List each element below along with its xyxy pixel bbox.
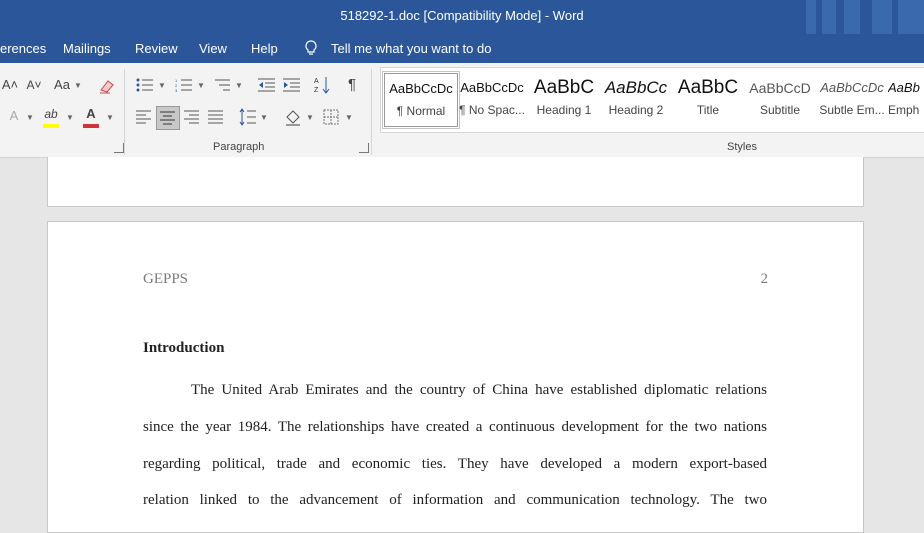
chevron-down-icon[interactable]: ▼ — [26, 113, 34, 122]
style-title[interactable] — [672, 73, 744, 125]
svg-text:Z: Z — [314, 87, 319, 94]
style-preview: AaBbCcD — [749, 80, 811, 96]
style-name: ¶ Normal — [396, 104, 446, 118]
show-formatting-marks-icon[interactable]: ¶ — [347, 76, 357, 93]
style-subtitle[interactable] — [744, 73, 816, 125]
chevron-down-icon[interactable]: ▼ — [106, 113, 114, 122]
body-paragraph — [143, 372, 767, 519]
style-name: Subtitle — [759, 103, 801, 117]
style-heading-2[interactable] — [600, 73, 672, 125]
style-no-spacing[interactable] — [456, 73, 528, 125]
borders-icon[interactable] — [323, 109, 339, 125]
text-effects-button[interactable]: A — [9, 108, 19, 123]
style-name: Heading 2 — [608, 103, 664, 117]
style-name: Heading 1 — [536, 103, 592, 117]
tab-references[interactable]: erences — [0, 41, 47, 56]
chevron-down-icon[interactable]: ▼ — [306, 113, 314, 122]
style-preview: AaBb — [888, 80, 920, 95]
paragraph-line: since the year 1984. The relationships have created a continuous development for the two nations — [143, 418, 767, 435]
style-emphasis[interactable] — [888, 73, 924, 125]
decrease-indent-icon[interactable] — [258, 78, 276, 92]
bullets-icon[interactable] — [136, 78, 154, 92]
font-color-swatch — [83, 124, 99, 128]
svg-text:3: 3 — [175, 88, 178, 92]
chevron-down-icon[interactable]: ▼ — [260, 113, 268, 122]
paragraph-line: relation linked to the advancement of information and communication technology. The two — [143, 492, 767, 509]
tab-view[interactable]: View — [199, 41, 227, 56]
align-center-button[interactable] — [156, 106, 180, 130]
style-name: Title — [696, 103, 720, 117]
chevron-down-icon[interactable]: ▼ — [74, 81, 82, 90]
font-color-button[interactable]: A — [86, 106, 96, 121]
change-case-button[interactable]: Aa — [54, 77, 70, 92]
style-preview: AaBbCcDc — [820, 80, 884, 95]
chevron-down-icon[interactable]: ▼ — [66, 113, 74, 122]
style-subtle-emphasis[interactable] — [816, 73, 888, 125]
style-preview: AaBbCcDc — [389, 81, 453, 96]
paragraph-group-label: Paragraph — [213, 141, 265, 153]
tell-me-search[interactable]: Tell me what you want to do — [331, 41, 492, 56]
lightbulb-icon[interactable] — [304, 40, 318, 56]
styles-gallery — [380, 67, 924, 133]
increase-indent-icon[interactable] — [283, 78, 301, 92]
style-name: Subtle Em... — [819, 103, 885, 117]
chevron-down-icon[interactable]: ▼ — [235, 81, 243, 90]
paragraph-dialog-launcher[interactable] — [359, 143, 369, 153]
tab-help[interactable]: Help — [251, 41, 278, 56]
chevron-down-icon[interactable]: ▼ — [345, 113, 353, 122]
style-normal[interactable] — [384, 73, 458, 127]
chevron-down-icon[interactable]: ▼ — [197, 81, 205, 90]
chevron-down-icon[interactable]: ▼ — [158, 81, 166, 90]
sort-icon[interactable] — [314, 76, 330, 94]
ribbon — [0, 63, 924, 158]
previous-page-bottom — [47, 157, 864, 207]
font-dialog-launcher[interactable] — [114, 143, 124, 153]
ribbon-tabs — [0, 34, 924, 63]
style-preview: AaBbC — [677, 77, 739, 98]
page-number: 2 — [760, 271, 768, 287]
paragraph-line: regarding political, trade and economic ties. They have developed a modern export-based — [143, 455, 767, 472]
svg-text:1: 1 — [175, 78, 178, 83]
svg-text:A: A — [314, 78, 319, 85]
align-center-icon — [160, 111, 176, 125]
style-preview: AaBbC — [533, 77, 595, 98]
section-heading: Introduction — [143, 340, 225, 356]
tab-review[interactable]: Review — [135, 41, 178, 56]
page-header-text: GEPPS — [143, 271, 189, 287]
group-separator — [371, 69, 372, 155]
shading-icon[interactable] — [284, 108, 302, 126]
style-name: Emph — [888, 103, 920, 117]
justify-icon[interactable] — [208, 110, 224, 124]
line-spacing-icon[interactable] — [239, 108, 257, 126]
style-heading-1[interactable] — [528, 73, 600, 125]
svg-text:2: 2 — [175, 83, 178, 88]
document-page[interactable] — [47, 221, 864, 533]
style-preview: AaBbCcDc — [460, 80, 524, 95]
numbering-icon[interactable] — [175, 78, 193, 92]
tab-mailings[interactable]: Mailings — [63, 41, 111, 56]
style-name: ¶ No Spac... — [459, 103, 525, 117]
style-preview: AaBbCc — [604, 78, 668, 97]
align-right-icon[interactable] — [184, 110, 200, 124]
align-left-icon[interactable] — [136, 110, 152, 124]
grow-font-button[interactable]: A˄ — [1, 77, 19, 92]
group-separator — [124, 69, 125, 155]
clear-formatting-icon[interactable] — [98, 78, 116, 94]
window-title: 518292-1.doc [Compatibility Mode] - Word — [340, 8, 584, 23]
multilevel-list-icon[interactable] — [213, 78, 231, 92]
title-bar — [0, 0, 924, 34]
paragraph-line: The United Arab Emirates and the country of China have established diplomatic relations — [191, 382, 767, 398]
highlight-button[interactable]: ab — [44, 107, 58, 121]
styles-group-label: Styles — [727, 141, 757, 153]
shrink-font-button[interactable]: A˅ — [26, 78, 42, 92]
highlight-color-swatch — [43, 124, 59, 128]
